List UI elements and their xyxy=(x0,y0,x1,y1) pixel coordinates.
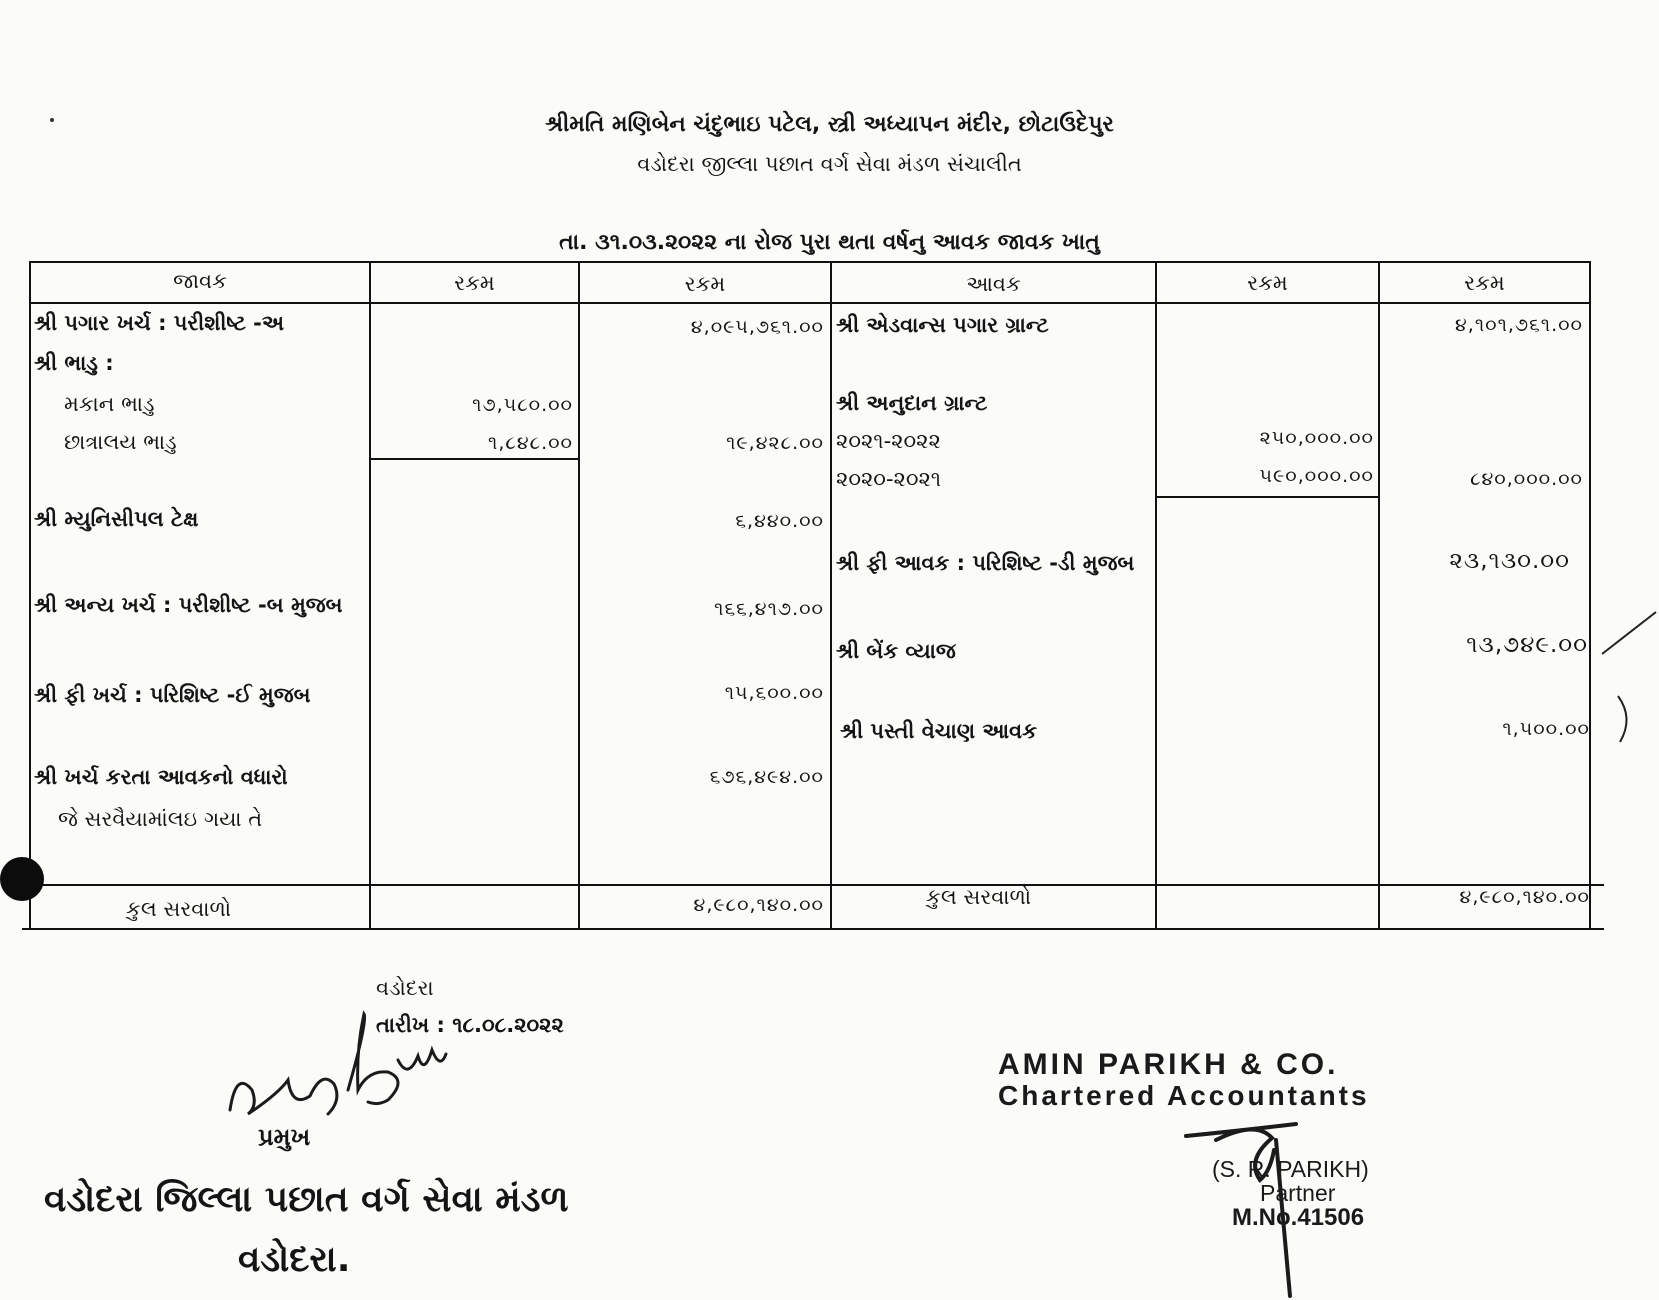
place-label: વડોદરા xyxy=(376,976,434,1000)
fee-expense-amount: ૧૫,૬૦૦.૦૦ xyxy=(724,682,824,704)
grant-year-2-label: ૨૦૨૦-૨૦૨૧ xyxy=(836,467,942,491)
scrap-sale-amount: ૧,૫૦૦.૦૦ xyxy=(1502,718,1590,740)
grant-year-1-label: ૨૦૨૧-૨૦૨૨ xyxy=(836,429,941,453)
other-expense-label: શ્રી અન્ય ખર્ચ : પરીશીષ્ટ -બ મુજબ xyxy=(34,593,343,617)
advance-grant-amount: ૪,૧૦૧,૭૬૧.૦૦ xyxy=(1455,314,1583,336)
col-header-income: આવક xyxy=(966,272,1021,296)
margin-tick-mark xyxy=(1600,600,1659,780)
col-divider-3 xyxy=(830,261,832,930)
page-speck xyxy=(50,118,54,122)
col-header-amount-2: રકમ xyxy=(684,272,726,296)
partner-name: (S. R. PARIKH) xyxy=(1212,1156,1369,1182)
table-border-top xyxy=(29,261,1591,263)
institute-title: શ્રીમતિ મણિબેન ચંદુભાઇ પટેલ, સ્ત્રી અધ્યાપન મંદીર, છોટાઉદેપુર xyxy=(545,112,1114,137)
date-label: તારીખ : ૧૮.૦૮.૨૦૨૨ xyxy=(376,1013,564,1037)
bank-interest-label: શ્રી બેંક વ્યાજ xyxy=(836,639,956,663)
col-header-amount-1: રકમ xyxy=(454,271,495,295)
advance-grant-label: શ્રી એડવાન્સ પગાર ગ્રાન્ટ xyxy=(836,313,1049,337)
table-total-divider xyxy=(24,884,1604,886)
municipal-tax-label: શ્રી મ્યુનિસીપલ ટેક્ષ xyxy=(34,507,199,531)
partner-role: Partner xyxy=(1260,1180,1336,1206)
salary-expense-amount: ૪,૦૯૫,૭૬૧.૦૦ xyxy=(690,316,824,338)
rent-label: શ્રી ભાડુ : xyxy=(34,351,114,375)
president-signature xyxy=(218,1010,458,1140)
income-total-amount: ૪,૯૮૦,૧૪૦.૦૦ xyxy=(1459,886,1590,908)
table-border-bottom xyxy=(22,928,1604,930)
scrap-sale-label: શ્રી પસ્તી વેચાણ આવક xyxy=(840,719,1037,743)
municipal-tax-amount: ૬,૪૪૦.૦૦ xyxy=(735,510,824,532)
table-header-divider xyxy=(29,302,1591,304)
aid-grant-label: શ્રી અનુદાન ગ્રાન્ટ xyxy=(836,391,988,415)
hostel-rent-amount: ૧,૮૪૮.૦૦ xyxy=(488,432,573,454)
grant-total-amount: ૮૪૦,૦૦૦.૦૦ xyxy=(1470,468,1583,490)
table-border-left xyxy=(29,261,31,930)
firm-name: AMIN PARIKH & CO. xyxy=(998,1048,1339,1081)
fee-expense-label: શ્રી ફી ખર્ચ : પરિશિષ્ટ -ઈ મુજબ xyxy=(34,683,311,707)
surplus-label-cont: જે સરવૈયામાંલઇ ગયા તે xyxy=(58,807,263,831)
house-rent-amount: ૧૭,૫૮૦.૦૦ xyxy=(472,394,573,416)
house-rent-label: મકાન ભાડુ xyxy=(64,392,155,416)
punch-hole xyxy=(0,857,44,901)
expense-total-label: કુલ સરવાળો xyxy=(126,897,232,921)
salary-expense-label: શ્રી પગાર ખર્ચ : પરીશીષ્ટ -અ xyxy=(34,311,285,335)
other-expense-amount: ૧૬૬,૪૧૭.૦૦ xyxy=(714,598,824,620)
grant-year-1-amount: ૨૫૦,૦૦૦.૦૦ xyxy=(1259,427,1374,449)
fee-income-amount: ૨૩,૧૩૦.૦૦ xyxy=(1449,548,1570,574)
president-title: પ્રમુખ xyxy=(258,1123,311,1151)
membership-number: M.No.41506 xyxy=(1232,1204,1365,1231)
grant-subtotal-line xyxy=(1155,496,1380,498)
col-header-expense: જાવક xyxy=(173,269,227,293)
rent-subtotal-line xyxy=(369,458,580,460)
col-divider-1 xyxy=(369,261,371,930)
org-stamp-line-1: વડોદરા જિલ્લા પછાત વર્ગ સેવા મંડળ xyxy=(44,1179,569,1220)
table-border-right xyxy=(1589,261,1591,930)
col-header-amount-4: રકમ xyxy=(1464,271,1505,295)
surplus-amount: ૬૭૬,૪૯૪.૦૦ xyxy=(709,766,824,788)
grant-year-2-amount: ૫૯૦,૦૦૦.૦૦ xyxy=(1259,465,1374,487)
org-stamp-line-2: વડોદરા. xyxy=(238,1239,351,1280)
statement-title: તા. ૩૧.૦૩.૨૦૨૨ ના રોજ પુરા થતા વર્ષનુ આવક જાવક ખાતુ xyxy=(559,230,1100,255)
income-total-label: કુલ સરવાળો xyxy=(926,885,1032,909)
surplus-label: શ્રી ખર્ચ કરતા આવકનો વધારો xyxy=(34,765,288,789)
rent-total-amount: ૧૯,૪૨૮.૦૦ xyxy=(726,432,824,454)
expense-total-amount: ૪,૯૮૦,૧૪૦.૦૦ xyxy=(693,894,824,916)
fee-income-label: શ્રી ફી આવક : પરિશિષ્ટ -ડી મુજબ xyxy=(836,551,1135,575)
managing-body: વડોદરા જીલ્લા પછાત વર્ગ સેવા મંડળ સંચાલીત xyxy=(637,152,1022,176)
bank-interest-amount: ૧૩,૭૪૯.૦૦ xyxy=(1466,632,1588,658)
col-header-amount-3: રકમ xyxy=(1247,271,1288,295)
firm-subtitle: Chartered Accountants xyxy=(998,1080,1370,1111)
hostel-rent-label: છાત્રાલય ભાડુ xyxy=(64,430,177,454)
col-divider-5 xyxy=(1378,261,1380,930)
col-divider-4 xyxy=(1155,261,1157,930)
